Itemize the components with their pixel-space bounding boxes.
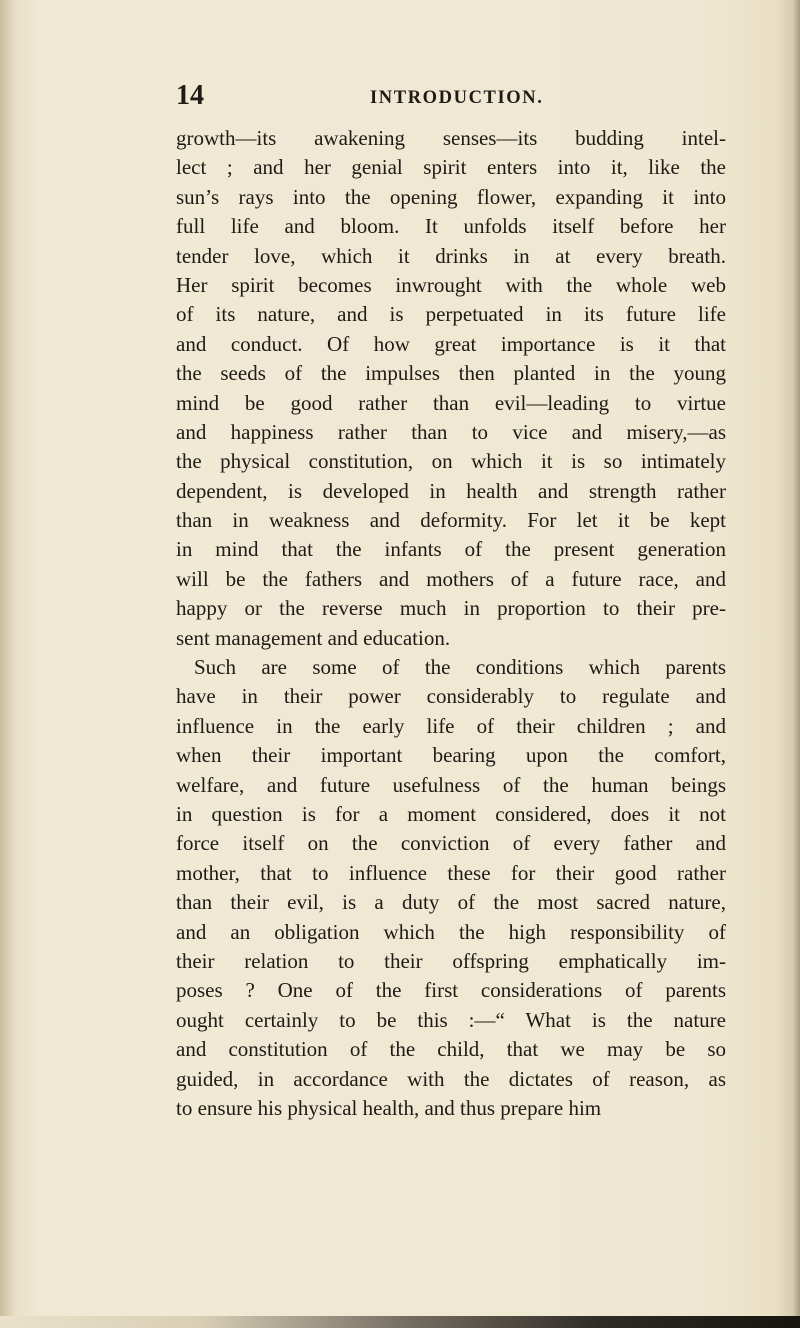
text-line: and happiness rather than to vice and misery,—as [176, 419, 726, 444]
text-line: welfare, and future usefulness of the human beings [176, 772, 726, 797]
text-line: the seeds of the impulses then planted in the young [176, 361, 726, 386]
text-line: than in weakness and deformity. For let it be kept [176, 508, 726, 533]
text-line: mind be good rather than evil—leading to virtue [176, 390, 726, 415]
text-line: tender love, which it drinks in at every breath. [176, 243, 726, 268]
text-line: mother, that to influence these for their good rather [176, 860, 726, 885]
running-head: INTRODUCTION. [370, 88, 544, 108]
text-line: than their evil, is a duty of the most sacred nature, [176, 890, 726, 915]
text-line: force itself on the conviction of every father and [176, 831, 726, 856]
text-line: when their important bearing upon the comfort, [176, 743, 726, 768]
text-line: guided, in accordance with the dictates of reason, as [176, 1066, 726, 1091]
text-line: and an obligation which the high responsibility of [176, 919, 726, 944]
page-edge-shadow [792, 0, 800, 1328]
body-text [176, 124, 726, 1123]
text-line: to ensure his physical health, and thus prepare him [176, 1095, 602, 1120]
page-header [0, 80, 800, 114]
page-gutter-shadow [0, 0, 14, 1328]
text-line: in question is for a moment considered, does it not [176, 801, 726, 826]
page-number: 14 [176, 80, 204, 111]
paragraph-end-line: sent management and education. [176, 625, 451, 650]
text-line: Her spirit becomes inwrought with the whole web [176, 272, 726, 297]
text-line: and conduct. Of how great importance is it that [176, 331, 726, 356]
text-line: of its nature, and is perpetuated in its future life [176, 302, 726, 327]
text-line: happy or the reverse much in proportion to their pre- [176, 596, 726, 621]
text-line: their relation to their offspring emphatically im- [176, 948, 726, 973]
text-line: will be the fathers and mothers of a future race, and [176, 566, 726, 591]
text-line: the physical constitution, on which it is so intimately [176, 449, 726, 474]
text-line: lect ; and her genial spirit enters into it, like the [176, 155, 726, 180]
text-line: growth—its awakening senses—its budding intel- [176, 126, 726, 150]
text-line: in mind that the infants of the present generation [176, 537, 726, 562]
text-line: full life and bloom. It unfolds itself before her [176, 214, 726, 239]
paragraph-start-line: Such are some of the conditions which parents [194, 655, 726, 680]
scan-bottom-edge [0, 1316, 800, 1328]
text-line: dependent, is developed in health and strength rather [176, 478, 726, 503]
text-line: and constitution of the child, that we may be so [176, 1037, 726, 1062]
text-line: influence in the early life of their children ; and [176, 713, 726, 738]
text-line: have in their power considerably to regulate and [176, 684, 726, 709]
text-line: ought certainly to be this :—“ What is the nature [176, 1007, 726, 1032]
text-line: sun’s rays into the opening flower, expanding it into [176, 184, 726, 209]
text-line: poses ? One of the first considerations of parents [176, 978, 726, 1003]
